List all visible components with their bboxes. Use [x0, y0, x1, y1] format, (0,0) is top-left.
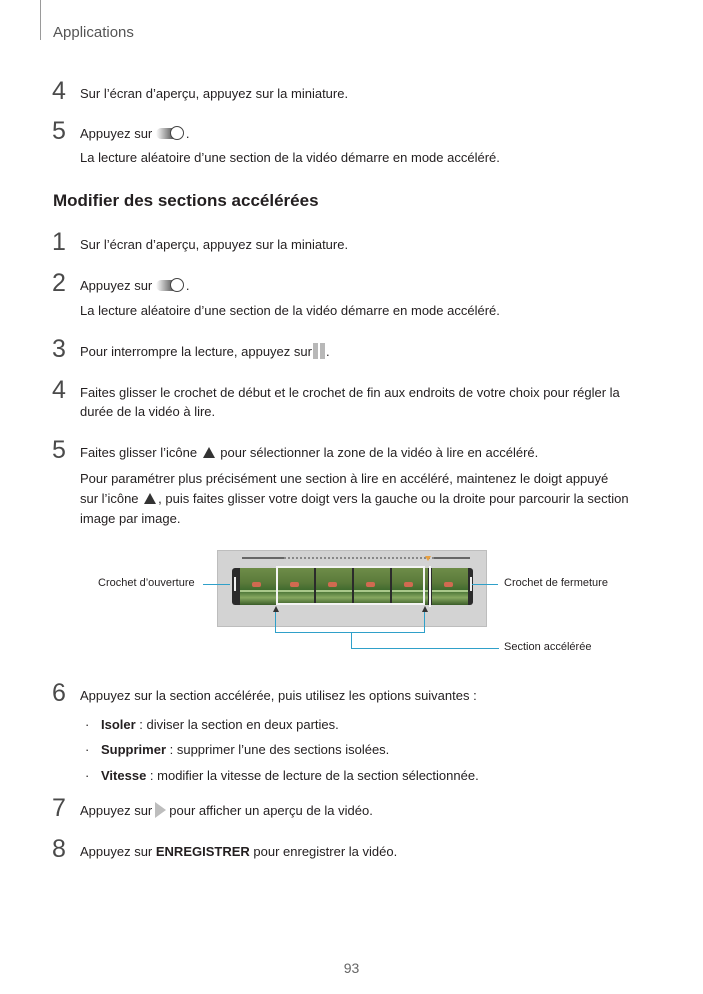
step-text	[80, 276, 190, 296]
text-before: Faites glisser l’icône	[80, 445, 198, 460]
option-supprimer	[101, 740, 389, 760]
text-before: Pour interrompre la lecture, appuyez sur	[80, 344, 312, 359]
bullet-icon: ·	[85, 742, 90, 757]
step-number: 2	[52, 269, 66, 297]
step-text	[80, 842, 397, 862]
text-after: pour afficher un aperçu de la vidéo.	[169, 803, 373, 818]
option-term: Vitesse	[101, 768, 147, 783]
step-number: 3	[52, 335, 66, 363]
callout-line-marker-end	[424, 612, 425, 632]
playhead-line	[429, 566, 431, 607]
step-text	[80, 801, 373, 821]
step-5-note-line3: image par image.	[80, 511, 181, 526]
callout-line-section	[351, 648, 499, 649]
option-term: Supprimer	[101, 742, 167, 757]
text-before: Appuyez sur	[80, 126, 153, 141]
step-number: 5	[52, 117, 66, 145]
step-number: 4	[52, 77, 66, 105]
video-frame	[432, 568, 468, 605]
step-5-note-line2	[80, 489, 629, 509]
text-before: sur l’icône	[80, 491, 139, 506]
option-vitesse	[101, 766, 479, 786]
header-section: Applications	[53, 24, 134, 41]
callout-line-marker-start	[275, 612, 276, 632]
step-number: 7	[52, 794, 66, 822]
callout-stem	[351, 632, 352, 649]
step-4-line2: durée de la vidéo à lire.	[80, 404, 216, 419]
text-after: .	[185, 126, 190, 141]
start-handle[interactable]	[234, 577, 236, 591]
scrub-bar	[242, 557, 284, 559]
bullet-icon: ·	[85, 717, 90, 732]
step-text: Faites glisser le crochet de début et le crochet de fin aux endroits de votre choix pour régler la	[80, 385, 620, 400]
step-2-note: La lecture aléatoire d’une section de la vidéo démarre en mode accéléré.	[80, 303, 500, 318]
step-text	[80, 443, 538, 463]
text-after: pour enregistrer la vidéo.	[249, 844, 398, 859]
step-5-note-line1: Pour paramétrer plus précisément une section à lire en accéléré, maintenez le doigt appuyé	[80, 471, 609, 486]
option-desc: : diviser la section en deux parties.	[135, 717, 339, 732]
section-end-marker-icon[interactable]	[422, 606, 428, 612]
step-5-note: La lecture aléatoire d’une section de la vidéo démarre en mode accéléré.	[80, 150, 500, 165]
fast-section-box[interactable]	[276, 566, 425, 605]
label-fast-section: Section accélérée	[504, 641, 592, 653]
option-isoler	[101, 715, 339, 735]
page-number: 93	[343, 960, 360, 976]
section-title: Modifier des sections accélérées	[53, 191, 319, 210]
option-desc: : modifier la vitesse de lecture de la section sélectionnée.	[146, 768, 479, 783]
step-number: 4	[52, 376, 66, 404]
timeline-figure	[217, 550, 487, 627]
label-end-handle: Crochet de fermeture	[504, 577, 608, 589]
callout-line-start	[203, 584, 230, 585]
step-number: 8	[52, 835, 66, 863]
text-after: .	[185, 278, 190, 293]
triangle-icon	[203, 447, 215, 458]
step-number: 1	[52, 228, 66, 256]
step-text: Appuyez sur la section accélérée, puis utilisez les options suivantes :	[80, 688, 477, 703]
step-text	[80, 342, 330, 362]
scrub-bar-dotted	[284, 557, 434, 559]
video-frame	[240, 568, 276, 605]
text-after: pour sélectionner la zone de la vidéo à lire en accéléré.	[220, 445, 539, 460]
play-icon	[155, 802, 166, 818]
speed-toggle-icon	[156, 126, 186, 140]
speed-toggle-icon	[156, 278, 186, 292]
pause-icon	[312, 343, 326, 359]
text-before: Appuyez sur	[80, 803, 153, 818]
label-start-handle: Crochet d’ouverture	[98, 577, 195, 589]
playhead-icon	[425, 556, 431, 561]
option-desc: : supprimer l’une des sections isolées.	[166, 742, 390, 757]
text-after: .	[325, 344, 330, 359]
bullet-icon: ·	[85, 768, 90, 783]
header-rule	[40, 0, 41, 40]
step-number: 5	[52, 436, 66, 464]
step-text	[80, 124, 190, 144]
callout-bracket	[275, 632, 425, 633]
save-label: ENREGISTRER	[155, 844, 250, 859]
section-start-marker-icon[interactable]	[273, 606, 279, 612]
step-text: Sur l’écran d’aperçu, appuyez sur la miniature.	[80, 237, 349, 252]
triangle-icon	[144, 493, 156, 504]
scrub-bar-end	[434, 557, 470, 559]
option-term: Isoler	[101, 717, 136, 732]
text-before: Appuyez sur	[80, 844, 156, 859]
step-number: 6	[52, 679, 66, 707]
callout-line-end	[472, 584, 498, 585]
text-before: Appuyez sur	[80, 278, 153, 293]
step-text: Sur l’écran d’aperçu, appuyez sur la miniature.	[80, 86, 349, 101]
text-after: , puis faites glisser votre doigt vers la gauche ou la droite pour parcourir la section	[158, 491, 629, 506]
